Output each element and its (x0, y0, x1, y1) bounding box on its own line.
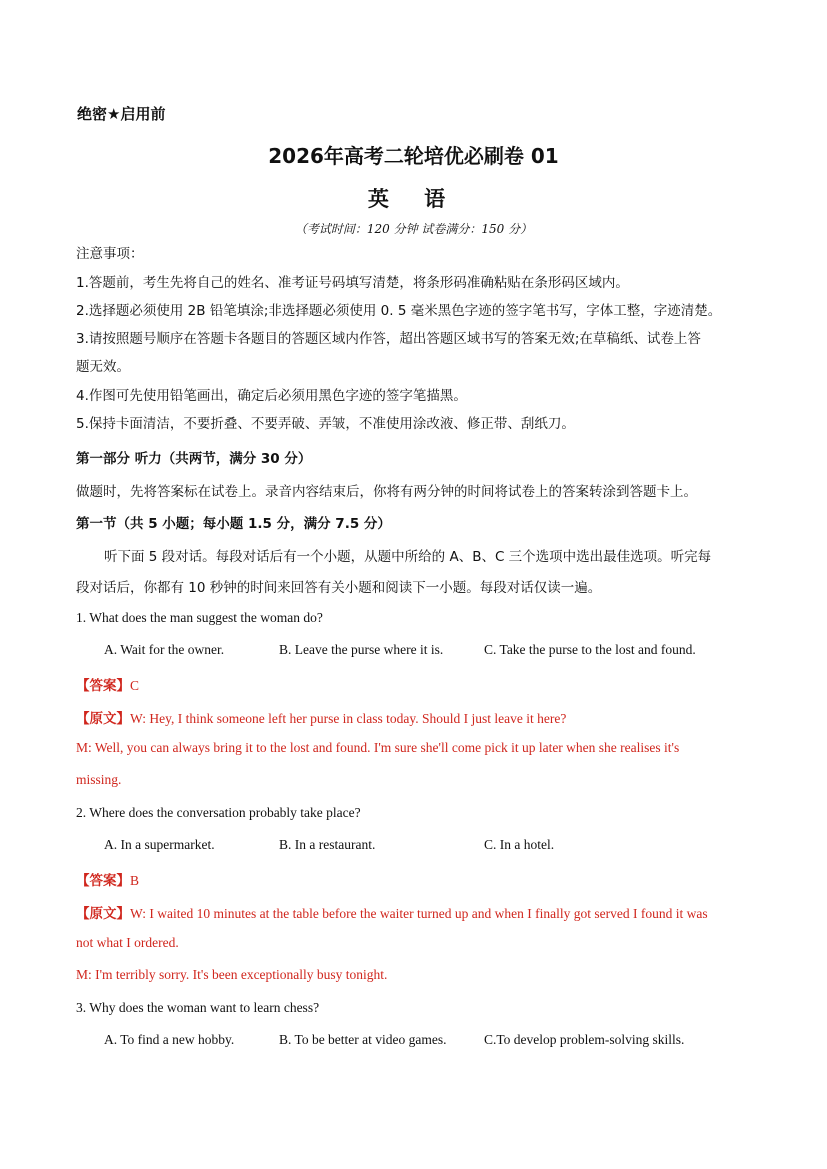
answer-line (76, 869, 139, 889)
answer-value: B (130, 873, 140, 888)
part1-instruction: 做题时，先将答案标在试卷上。录音内容结束后，你将有两分钟的时间将试卷上的答案转涂到答题卡上。 (76, 484, 697, 500)
option-a: A. To find a new hobby. (104, 1032, 235, 1047)
exam-info: （考试时间：120 分钟 试卷满分：150 分） (294, 222, 533, 236)
section1-heading: 第一节（共 5 小题；每小题 1.5 分，满分 7.5 分） (76, 516, 391, 532)
section1-instruction: 段对话后，你都有 10 秒钟的时间来回答有关小题和阅读下一小题。每段对话仅读一遍。 (76, 580, 602, 596)
note-item: 3.请按照题号顺序在答题卡各题目的答题区域内作答，超出答题区域书写的答案无效;在草稿纸、试卷上答 (76, 331, 701, 347)
note-item: 题无效。 (76, 359, 130, 375)
confidential-mark: 绝密★启用前 (77, 105, 166, 123)
note-item: 4.作图可先使用铅笔画出，确定后必须用黑色字迹的签字笔描黑。 (76, 388, 467, 404)
note-item: 5.保持卡面清洁，不要折叠、不要弄破、弄皱，不准使用涂改液、修正带、刮纸刀。 (76, 416, 575, 432)
transcript-label: 【原文】 (76, 906, 130, 922)
question-stem: 1. What does the man suggest the woman do? (76, 610, 323, 625)
transcript-label: 【原文】 (76, 711, 130, 727)
subject-title: 英 语 (367, 187, 460, 211)
answer-label: 【答案】 (76, 873, 130, 889)
answer-line (76, 674, 139, 694)
option-c: C. Take the purse to the lost and found. (484, 642, 696, 657)
transcript-line (76, 902, 708, 922)
transcript-text: M: I'm terribly sorry. It's been exceptionally busy tonight. (76, 967, 388, 982)
option-a: A. In a supermarket. (104, 837, 215, 852)
transcript-line (76, 707, 566, 727)
question-stem: 3. Why does the woman want to learn chess? (76, 1000, 320, 1015)
option-a: A. Wait for the owner. (104, 642, 225, 657)
question-stem: 2. Where does the conversation probably take place? (76, 805, 361, 820)
option-b: B. Leave the purse where it is. (279, 642, 444, 657)
notes-heading: 注意事项： (76, 246, 144, 262)
transcript-text: M: Well, you can always bring it to the lost and found. I'm sure she'll come pick it up later when she realises it's (76, 740, 680, 755)
part1-heading: 第一部分 听力（共两节，满分 30 分） (76, 451, 312, 467)
transcript-text: not what I ordered. (76, 935, 179, 950)
option-b: B. In a restaurant. (279, 837, 376, 852)
exam-title: 2026年高考二轮培优必刷卷 01 (268, 144, 559, 168)
section1-instruction: 听下面 5 段对话。每段对话后有一个小题，从题中所给的 A、B、C 三个选项中选出最佳选项。听完每 (104, 549, 712, 565)
option-b: B. To be better at video games. (279, 1032, 447, 1047)
transcript-text: missing. (76, 772, 122, 787)
note-item: 1.答题前，考生先将自己的姓名、准考证号码填写清楚，将条形码准确粘贴在条形码区域内。 (76, 275, 629, 291)
answer-label: 【答案】 (76, 678, 130, 694)
answer-value: C (130, 678, 140, 693)
option-c: C. In a hotel. (484, 837, 555, 852)
transcript-text: W: I waited 10 minutes at the table before the waiter turned up and when I finally got served I found it was (130, 906, 708, 921)
transcript-text: W: Hey, I think someone left her purse in class today. Should I just leave it here? (130, 711, 567, 726)
note-item: 2.选择题必须使用 2B 铅笔填涂;非选择题必须使用 0. 5 毫米黑色字迹的签字笔书写，字体工整，字迹清楚。 (76, 303, 722, 319)
option-c: C.To develop problem-solving skills. (484, 1032, 685, 1047)
